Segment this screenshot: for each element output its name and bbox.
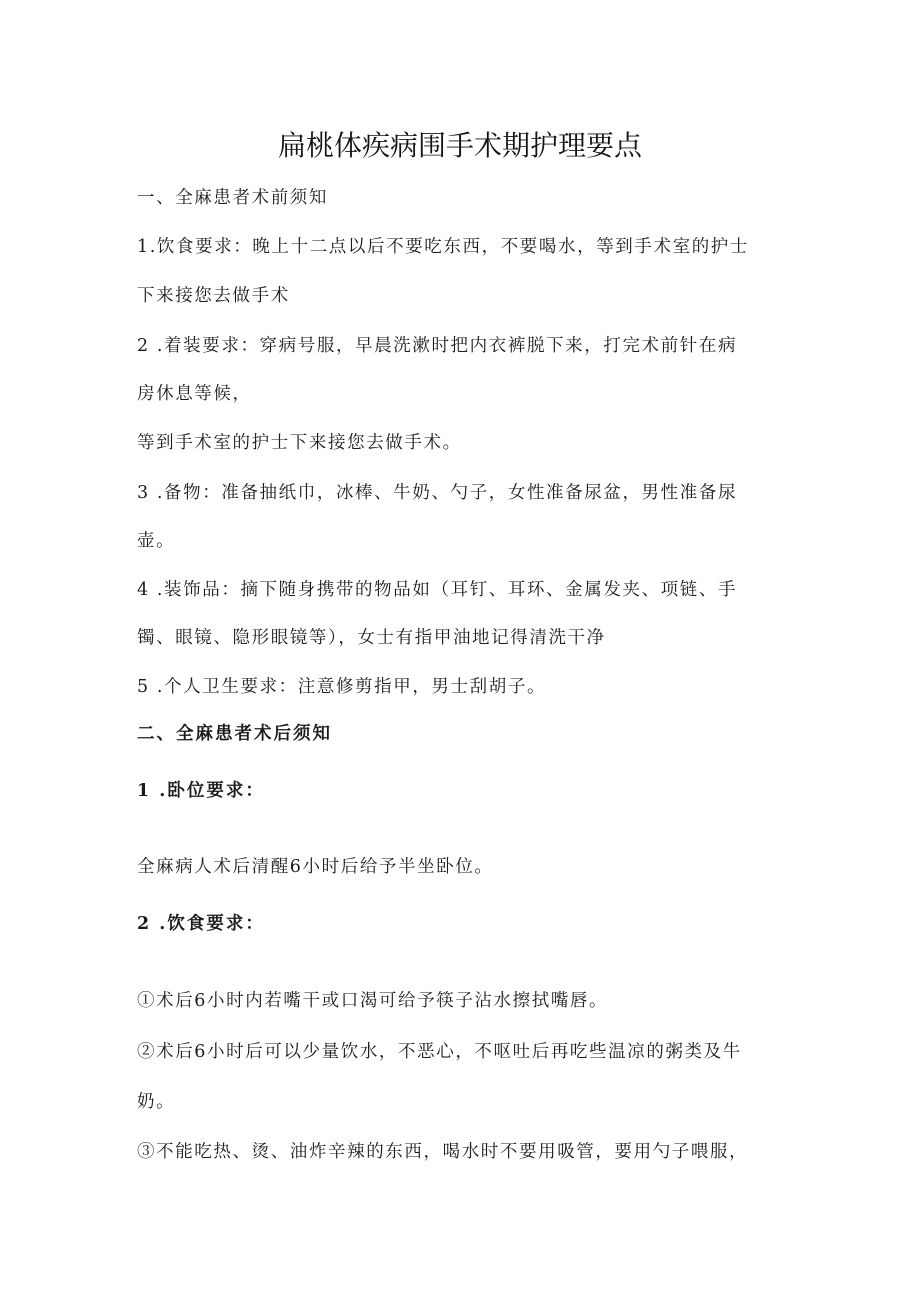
paragraph-line: 3 .备物：准备抽纸巾，冰棒、牛奶、勺子，女性准备尿盆，男性准备尿: [137, 483, 738, 503]
paragraph-line: ②术后6小时后可以少量饮水，不恶心，不呕吐后再吃些温凉的粥类及牛: [137, 1042, 742, 1062]
paragraph-line: 下来接您去做手术: [137, 286, 290, 306]
paragraph-line: 4 .装饰品：摘下随身携带的物品如（耳钉、耳环、金属发夹、项链、手: [137, 580, 738, 600]
paragraph-line: 全麻病人术后清醒6小时后给予半坐卧位。: [137, 857, 494, 877]
paragraph-line: 等到手术室的护士下来接您去做手术。: [137, 433, 462, 453]
paragraph-line: 1.饮食要求：晚上十二点以后不要吃东西，不要喝水，等到手术室的护士: [137, 237, 749, 257]
paragraph-line: 奶。: [137, 1092, 176, 1112]
page-title: 扁桃体疾病围手术期护理要点: [277, 129, 642, 162]
subheading-position: 1 .卧位要求：: [137, 781, 265, 801]
paragraph-line: 5 .个人卫生要求：注意修剪指甲，男士刮胡子。: [137, 677, 547, 697]
section-heading-postop: 二、全麻患者术后须知: [137, 724, 332, 744]
paragraph-line: 房休息等候，: [137, 384, 252, 404]
paragraph-line: 壶。: [137, 531, 176, 551]
section-heading-preop: 一、全麻患者术前须知: [137, 188, 328, 208]
paragraph-line: ③不能吃热、烫、油炸辛辣的东西，喝水时不要用吸管，要用勺子喂服，: [137, 1142, 749, 1162]
paragraph-line: 镯、眼镜、隐形眼镜等），女士有指甲油地记得清洗干净: [137, 628, 606, 648]
paragraph-line: 2 .着装要求：穿病号服，早晨洗漱时把内衣裤脱下来，打完术前针在病: [137, 336, 738, 356]
paragraph-line: ①术后6小时内若嘴干或口渴可给予筷子沾水擦拭嘴唇。: [137, 991, 609, 1011]
subheading-diet: 2 .饮食要求：: [137, 914, 265, 934]
